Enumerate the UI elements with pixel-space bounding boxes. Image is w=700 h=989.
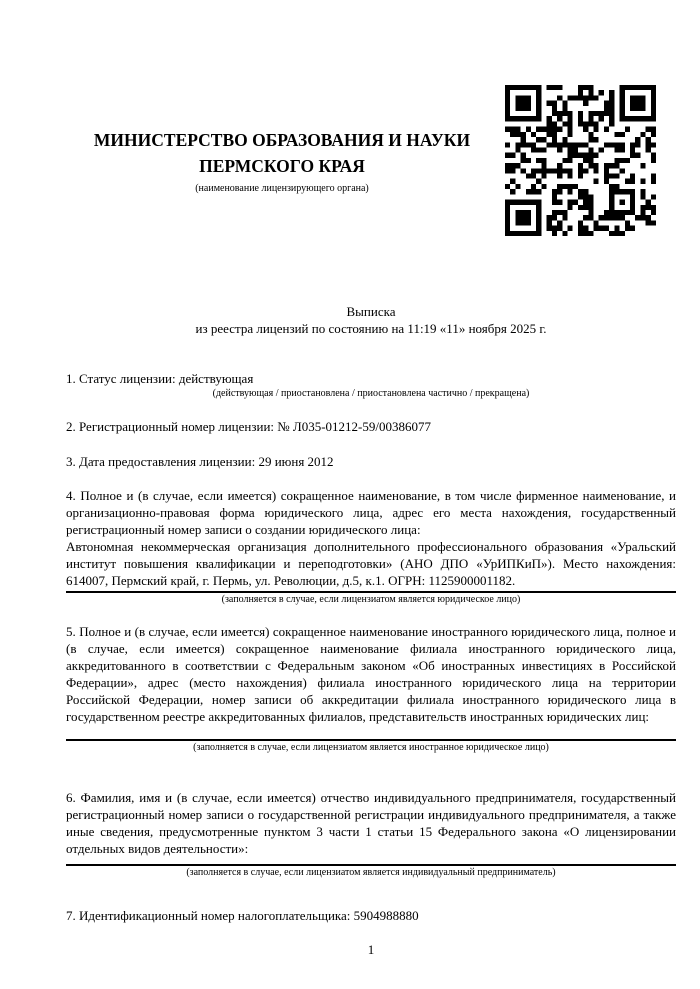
licensing-authority-name	[66, 127, 498, 179]
item-foreign-entity	[66, 623, 676, 754]
document-title: Выписка	[346, 304, 396, 319]
item-individual-entrepreneur	[66, 789, 676, 879]
qr-code-image	[505, 84, 656, 237]
item-license-grant-date: 3. Дата предоставления лицензии: 29 июня 2012	[66, 454, 334, 469]
authority-name-line1: МИНИСТЕРСТВО ОБРАЗОВАНИЯ И НАУКИ	[93, 129, 471, 150]
page-number: 1	[367, 942, 375, 957]
document-subtitle: из реестра лицензий по состоянию на 11:19 «11» ноября 2025 г.	[195, 321, 547, 336]
legal-entity-value: Автономная некоммерческая организация дополнительного профессионального образования «Уральский институт повышения квалификации и переподготовки» (АНО ДПО «УрИПКиП»). Место нахождения: 614007, Пермский край, г. Пермь, ул. Революции, д.5, к.1. ОГРН: 1125900001182.	[66, 539, 676, 588]
foreign-entity-caption: (заполняется в случае, если лицензиатом является иностранное юридическое лицо)	[193, 742, 549, 753]
authority-name-line2: ПЕРМСКОГО КРАЯ	[199, 155, 365, 176]
foreign-entity-label: 5. Полное и (в случае, если имеется) сокращенное наименование иностранного юридического лица, полное и (в случае, если имеется) сокращенное наименование филиала иностранного юридического лица, аккредитованного в соответствии с Федеральным законом «Об иностранных инвестициях в Российской Федерации», адрес (место нахождения) филиала иностранного юридического лица на территории Российской Федерации, номер записи об аккредитации филиала иностранного юридического лица в государственном реестре аккредитованных филиалов, представительств иностранных юридических лиц:	[66, 624, 676, 724]
item-taxpayer-id: 7. Идентификационный номер налогоплательщика: 5904988880	[66, 908, 419, 923]
individual-entrepreneur-caption: (заполняется в случае, если лицензиатом является индивидуальный предприниматель)	[186, 867, 556, 878]
item-license-status	[66, 370, 676, 400]
title-block	[66, 303, 676, 337]
individual-entrepreneur-label: 6. Фамилия, имя и (в случае, если имеется) отчество индивидуального предпринимателя, государственный регистрационный номер записи о государственной регистрации индивидуального предпринимателя, а также иные сведения, предусмотренные пунктом 3 части 1 статьи 15 Федерального закона «О лицензировании отдельных видов деятельности»:	[66, 790, 676, 856]
item-legal-entity	[66, 487, 676, 606]
license-status-caption: (действующая / приостановлена / приостановлена частично / прекращена)	[212, 388, 530, 399]
legal-entity-caption: (заполняется в случае, если лицензиатом является юридическое лицо)	[221, 594, 521, 605]
item-registration-number: 2. Регистрационный номер лицензии: № Л035-01212-59/00386077	[66, 419, 432, 434]
authority-caption: (наименование лицензирующего органа)	[195, 182, 369, 194]
legal-entity-label: 4. Полное и (в случае, если имеется) сокращенное наименование, в том числе фирменное наименование, и организационно-правовая форма юридического лица, адрес его места нахождения, государственный регистрационный номер записи о создании юридического лица:	[66, 488, 676, 537]
document-header	[66, 84, 676, 237]
license-status-text: 1. Статус лицензии: действующая	[66, 371, 254, 386]
licensing-authority-block	[66, 127, 498, 195]
